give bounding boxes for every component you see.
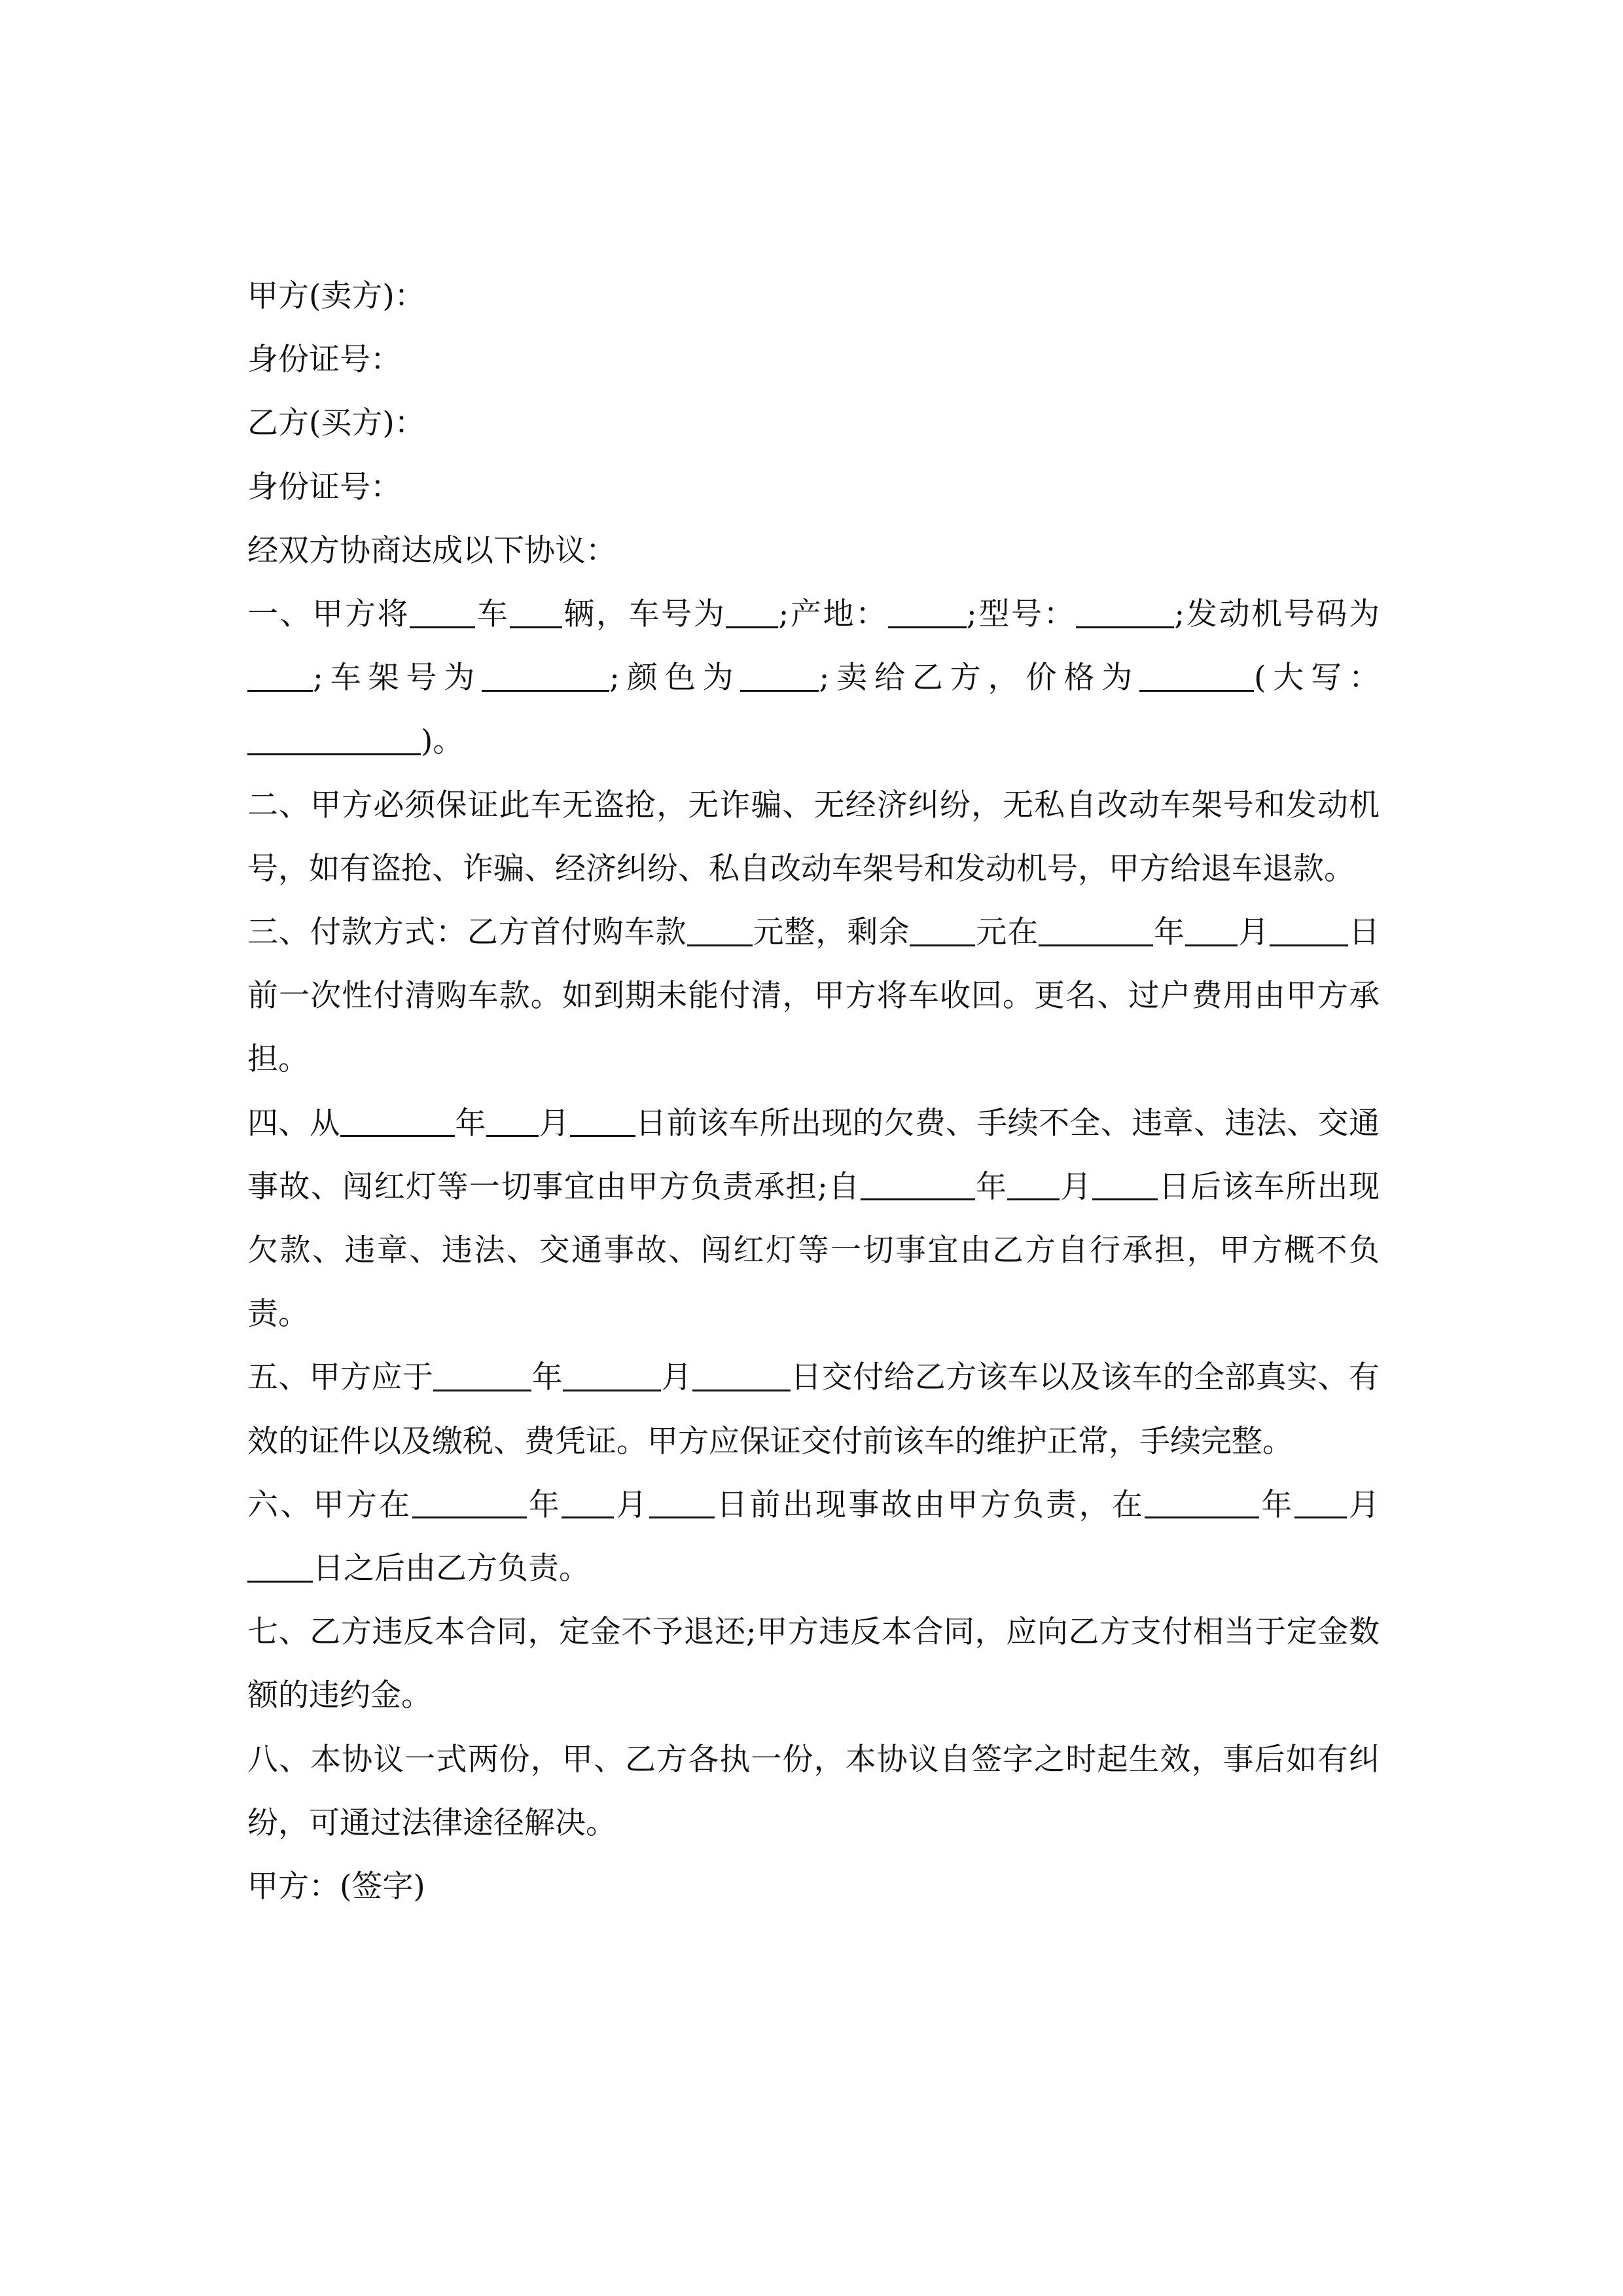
blank-field[interactable] — [412, 1486, 527, 1518]
blank-field[interactable] — [433, 1359, 531, 1391]
blank-field[interactable] — [861, 1168, 975, 1200]
clause-1-text: ;发动机号码为 — [1174, 596, 1380, 633]
clause-1-text: ;卖给乙方，价格为 — [819, 660, 1140, 696]
blank-field[interactable] — [1076, 596, 1174, 628]
clause-4-text: 月 — [538, 1105, 570, 1141]
blank-field[interactable] — [1294, 1486, 1347, 1518]
clause-7: 七、乙方违反本合同，定金不予退还;甲方违反本合同，应向乙方支付相当于定金数额的违约金。 — [247, 1614, 1380, 1714]
party-a-id-line: 身份证号： — [247, 342, 401, 378]
clause-3-text: 元在 — [975, 914, 1039, 951]
blank-field[interactable] — [1039, 914, 1153, 946]
clause-4-text: 年 — [974, 1168, 1008, 1205]
signature-line: 甲方：(签字) — [247, 1869, 425, 1905]
blank-field[interactable] — [486, 1104, 539, 1137]
clause-3-text: 月 — [1238, 914, 1270, 951]
clause-6-text: 日之后由乙方负责。 — [313, 1551, 590, 1587]
blank-field[interactable] — [247, 1550, 313, 1583]
party-b-id-line: 身份证号： — [247, 469, 401, 505]
contract-body — [247, 264, 1380, 1918]
clause-4-text: 日前该车所出现的欠费、手续不全、违章、违法、交通事故、闯红灯等一切事宜由甲方负责承担;自 — [247, 1105, 1380, 1205]
clause-1-text: )。 — [421, 723, 464, 760]
clause-5-text: 日交付给乙方该车以及该车的全部真实、有效的证件以及缴税、费凭证。甲方应保证交付前该车的维护正常，手续完整。 — [247, 1359, 1380, 1460]
clause-3-text: 日前一次性付清购车款。如到期未能付清，甲方将车收回。更名、过户费用由甲方承担。 — [247, 914, 1380, 1078]
clause-6-text: 六、甲方在 — [247, 1486, 412, 1523]
party-a-line: 甲方(卖方)： — [247, 278, 425, 314]
clause-6-text: 年 — [526, 1486, 562, 1523]
clause-1-text: 辆，车号为 — [562, 596, 726, 633]
clause-8: 八、本协议一式两份，甲、乙方各执一份，本协议自签字之时起生效，事后如有纠纷，可通过法律途径解决。 — [247, 1741, 1380, 1841]
clause-4-text: 年 — [455, 1105, 486, 1141]
blank-field[interactable] — [1007, 1168, 1060, 1200]
blank-field[interactable] — [510, 596, 562, 628]
blank-field[interactable] — [1270, 914, 1348, 946]
clause-1-text: 车 — [475, 596, 510, 633]
clause-6-text: 年 — [1259, 1486, 1294, 1523]
clause-1-text: ;产地： — [778, 596, 888, 633]
clause-1-text: ;车架号为 — [313, 660, 482, 696]
blank-field[interactable] — [1145, 1486, 1259, 1518]
clause-6-text: 月 — [614, 1486, 649, 1523]
clause-2: 二、甲方必须保证此车无盗抢，无诈骗、无经济纠纷，无私自改动车架号和发动机号，如有盗抢、诈骗、经济纠纷、私自改动车架号和发动机号，甲方给退车退款。 — [247, 787, 1380, 887]
clause-6 — [247, 1473, 1380, 1600]
clause-6-text: 月 — [1346, 1486, 1380, 1523]
blank-field[interactable] — [740, 659, 819, 692]
clause-1-text: ;颜色为 — [609, 660, 741, 696]
clause-1-text: 一、甲方将 — [247, 596, 410, 633]
clause-3-text: 年 — [1153, 914, 1186, 951]
clause-4-text: 四、从 — [247, 1105, 341, 1141]
blank-field[interactable] — [562, 1486, 614, 1518]
blank-field[interactable] — [649, 1486, 715, 1518]
blank-field[interactable] — [1139, 659, 1254, 692]
blank-field[interactable] — [726, 596, 778, 628]
blank-field[interactable] — [888, 596, 967, 628]
blank-field[interactable] — [340, 1104, 455, 1137]
clause-4-text: 日后该车所出现欠款、违章、违法、交通事故、闯红灯等一切事宜由乙方自行承担，甲方概不负责。 — [247, 1168, 1380, 1333]
party-b-line: 乙方(买方)： — [247, 405, 425, 442]
blank-field[interactable] — [482, 659, 609, 692]
clause-5 — [247, 1346, 1380, 1473]
blank-field[interactable] — [1185, 914, 1238, 946]
clause-5-text: 年 — [531, 1359, 563, 1396]
clause-4-text: 月 — [1060, 1168, 1093, 1205]
clause-4 — [247, 1092, 1380, 1346]
clause-1 — [247, 583, 1380, 774]
clause-3-text: 三、付款方式：乙方首付购车款 — [247, 914, 687, 951]
blank-field[interactable] — [247, 659, 313, 692]
clause-1-text: ;型号： — [966, 596, 1077, 633]
blank-field[interactable] — [1092, 1168, 1158, 1200]
blank-field[interactable] — [410, 596, 475, 628]
clause-3 — [247, 901, 1380, 1092]
blank-field[interactable] — [692, 1359, 791, 1391]
intro-line: 经双方协商达成以下协议： — [247, 532, 616, 569]
clause-3-text: 元整，剩余 — [752, 914, 910, 951]
clause-5-text: 五、甲方应于 — [247, 1359, 434, 1396]
blank-field[interactable] — [563, 1359, 661, 1391]
clause-1-text: (大写： — [1254, 660, 1380, 696]
clause-5-text: 月 — [661, 1359, 692, 1396]
blank-field[interactable] — [910, 914, 975, 946]
clause-6-text: 日前出现事故由甲方负责，在 — [714, 1486, 1145, 1523]
blank-field[interactable] — [247, 723, 421, 755]
blank-field[interactable] — [570, 1104, 635, 1137]
blank-field[interactable] — [687, 914, 753, 946]
